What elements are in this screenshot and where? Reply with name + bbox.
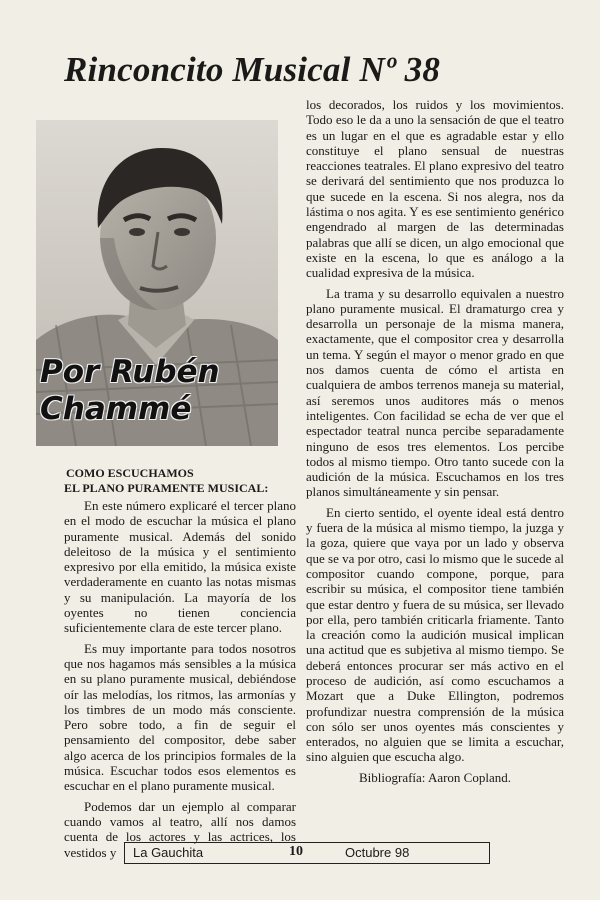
paragraph: En este número explicaré el tercer plano en el modo de escuchar la música el plano puramente musical. Además del sonido deleitoso de la música y el sentimiento expresivo por ella emitido, la música existe verdaderamente en cuanto las notas mismas y su manipulación. La mayoría de los oyentes no tienen conciencia suficientemente clara de este tercer plano. <box>64 498 296 636</box>
paragraph: Es muy importante para todos nosotros que nos hagamos más sensibles a la música en su plano puramente musical, debiéndose oír las melodías, los ritmos, las armonías y los timbres de un modo más consciente. Pero sobre todo, a fin de seguir el pensamiento del compositor, debe saber algo acerca de los principios formales de la música. Escuchar todos esos elementos es escuchar en el plano puramente musical. <box>64 640 296 794</box>
paragraph: los decorados, los ruidos y los movimientos. Todo eso le da a uno la sensación de que el teatro es un lugar en el que es agradable estar y ello constituye el plano sensual de nuestras reacciones teatrales. El plano expresivo del teatro se derivará del sentimiento que nos produzca lo que sucede en la escena. Si nos alegra, nos da lástima o nos agita. Y es ese sentimiento genérico engendrado al margen de las determinadas palabras que allí se dicen, un algo emocional que existe en la escena, lo que es análogo a la cualidad expresiva de la música. <box>306 97 564 281</box>
page-footer <box>124 842 490 864</box>
right-column <box>306 97 564 790</box>
paragraph: En cierto sentido, el oyente ideal está dentro y fuera de la música al mismo tiempo, la juzga y la goza, quiere que vaya por un lado y observa que se va por otro, casi lo mismo que le sucede al compositor cuando compone, porque, para escribir su música, el compositor tiene también que estar dentro y fuera de su música, ser llevado por ella, pero también criticarla friamente. Tanto la creación como la audición musical implican una actitud que es subjetiva al mismo tiempo. Se deberá entonces procurar ser más activo en el proceso de audición, así como escuchamos a Mozart que a Duke Ellington, podremos profundizar nuestra comprensión de la música con sólo ser unos oyentes más conscientes y enterados, no alguien que se limita a escuchar, sino alguien que escucha algo. <box>306 504 564 765</box>
footer-publication: La Gauchita <box>133 845 204 860</box>
byline-line-1: Por Rubén <box>40 354 220 390</box>
paragraph: Podemos dar un ejemplo al comparar cuando vamos al teatro, allí nos damos cuenta de los actores y las actrices, los vestidos y <box>64 798 296 860</box>
paragraph: La trama y su desarrollo equivalen a nuestro plano puramente musical. El dramaturgo crea y desarrolla un personaje de la misma manera, exactamente, que el compositor crea y desarrolla un tema. Y según el mayor o menor grado en que nos damos cuenta de cómo el artista en cualquiera de ambos terrenos maneja su material, así seremos unos auditores más o menos inteligentes. Con facilidad se echa de ver que el espectador teatral nunca percibe separadamente ninguno de esos tres elementos. Los percibe todos al mismo tiempo. Otro tanto sucede con la audición de la música. Escuchamos en los tres planos simultáneamente y sin pensar. <box>306 285 564 500</box>
section-heading-line-1: COMO ESCUCHAMOS <box>66 466 194 480</box>
page-number: 10 <box>289 844 303 859</box>
section-heading <box>64 466 296 496</box>
section-heading-line-2: EL PLANO PURAMENTE MUSICAL: <box>64 481 269 495</box>
page-title: Rinconcito Musical Nº 38 <box>64 50 441 89</box>
author-byline <box>40 354 278 428</box>
byline-line-2: Chammé <box>40 391 192 427</box>
author-photo <box>36 120 278 446</box>
footer-date: Octubre 98 <box>345 845 410 860</box>
left-column <box>64 466 296 865</box>
bibliography: Bibliografía: Aaron Copland. <box>358 769 511 785</box>
